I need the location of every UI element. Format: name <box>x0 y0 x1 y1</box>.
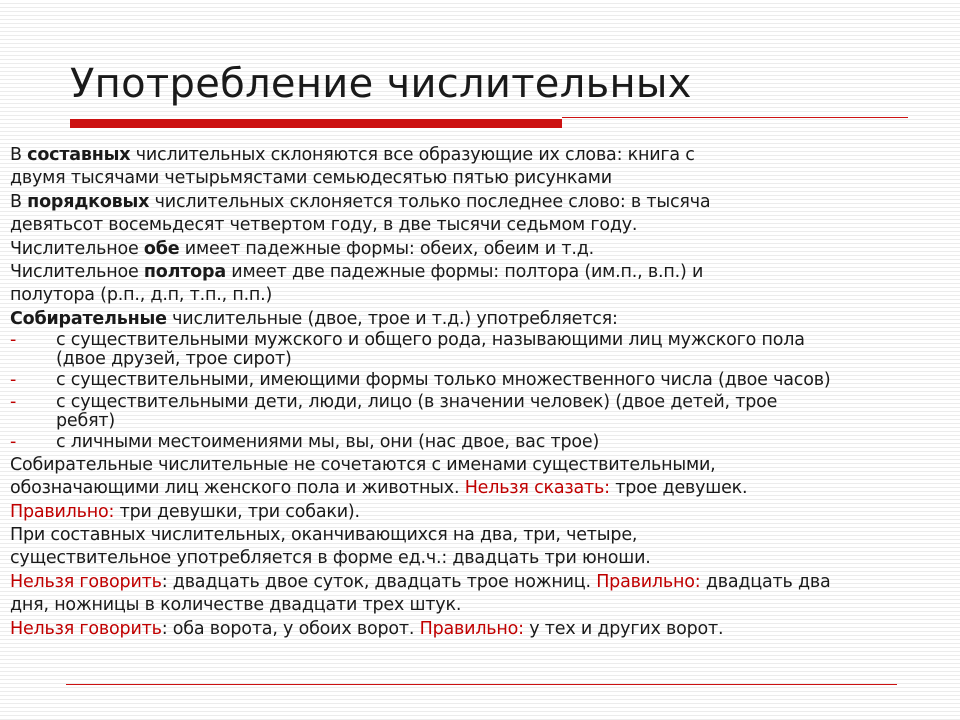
bullet-marker: - <box>10 330 17 351</box>
paragraph-obe <box>10 238 950 261</box>
text-segment: В <box>10 145 28 165</box>
text-segment: трое девушек. <box>609 478 748 499</box>
bullet-item <box>10 369 950 392</box>
warning-label: Нельзя говорить <box>10 618 162 639</box>
paragraph-example1-line2: дня, ножницы в количестве двадцати трех штук. <box>10 595 462 616</box>
text-segment: двадцать два <box>700 571 831 592</box>
bold-term: полтора <box>143 261 226 282</box>
paragraph-ordinal-line2: девятьсот восемьдесят четвертом году, в две тысячи седьмом году. <box>10 215 638 236</box>
bullet-item <box>10 331 950 350</box>
paragraph-compound-line2: двумя тысячами четырьмястами семьюдесятью пятью рисунками <box>10 168 612 189</box>
text-segment: имеет падежные формы: обеих, обеим и т.д. <box>179 238 594 259</box>
paragraph-correct <box>10 501 950 524</box>
correct-label: Правильно: <box>596 571 701 592</box>
bullet-item-continuation: (двое друзей, трое сирот) <box>56 349 292 370</box>
bullet-item <box>10 431 950 454</box>
slide-content <box>10 144 950 641</box>
paragraph-compound-line1 <box>10 144 950 167</box>
paragraph-example1-line1 <box>10 571 950 594</box>
bullet-text: с существительными мужского и общего рода, называющими лиц мужского пола <box>56 330 805 351</box>
bold-term: Собирательные <box>10 308 167 329</box>
warning-label: Нельзя говорить <box>10 571 162 592</box>
text-segment: три девушки, три собаки). <box>114 501 360 522</box>
text-segment: Числительное <box>10 261 144 282</box>
text-segment: имеет две падежные формы: полтора (им.п., в.п.) и <box>225 261 704 282</box>
text-segment: числительных склоняется только последнее слово: в тысяча <box>149 191 711 212</box>
bullet-item-continuation: ребят) <box>56 410 116 431</box>
bold-term: обе <box>143 238 180 259</box>
title-underline-bar <box>70 119 562 128</box>
bold-term: порядковых <box>27 191 150 212</box>
bold-term: составных <box>27 145 131 165</box>
text-segment: обозначающими лиц женского пола и животных. <box>10 478 465 499</box>
paragraph-collective <box>10 308 950 331</box>
paragraph-poltora-line1 <box>10 261 950 284</box>
bullet-text: с существительными дети, люди, лицо (в значении человек) (двое детей, трое <box>56 391 778 412</box>
text-segment: у тех и других ворот. <box>523 618 724 639</box>
bullet-marker: - <box>10 431 17 452</box>
bullet-marker: - <box>10 370 17 391</box>
paragraph-restriction-line2 <box>10 477 950 500</box>
text-segment: числительные (двое, трое и т.д.) употребляется: <box>166 308 618 329</box>
text-segment: числительных склоняются все образующие их слова: книга с <box>130 145 695 165</box>
paragraph-poltora-line2: полутора (р.п., д.п, т.п., п.п.) <box>10 285 273 306</box>
bullet-item <box>10 393 950 412</box>
bullet-marker: - <box>10 391 17 412</box>
paragraph-compound-usage-line2: существительное употребляется в форме ед.ч.: двадцать три юноши. <box>10 548 651 569</box>
bottom-divider <box>66 684 897 685</box>
text-segment: Числительное <box>10 238 144 259</box>
slide-title: Употребление числительных <box>70 61 692 107</box>
correct-label: Правильно: <box>10 501 115 522</box>
paragraph-example2 <box>10 618 950 641</box>
text-segment: В <box>10 191 28 212</box>
bullet-text: с личными местоимениями мы, вы, они (нас двое, вас трое) <box>56 431 600 452</box>
text-segment: : оба ворота, у обоих ворот. <box>161 618 420 639</box>
correct-label: Правильно: <box>419 618 524 639</box>
warning-label: Нельзя сказать: <box>464 478 610 499</box>
text-segment: : двадцать двое суток, двадцать трое ножниц. <box>161 571 597 592</box>
paragraph-compound-usage-line1: При составных числительных, оканчивающихся на два, три, четыре, <box>10 525 638 546</box>
title-underline-line <box>562 117 908 118</box>
paragraph-restriction-line1: Собирательные числительные не сочетаются с именами существительными, <box>10 454 716 475</box>
paragraph-ordinal-line1 <box>10 191 950 214</box>
bullet-text: с существительными, имеющими формы только множественного числа (двое часов) <box>56 370 831 391</box>
